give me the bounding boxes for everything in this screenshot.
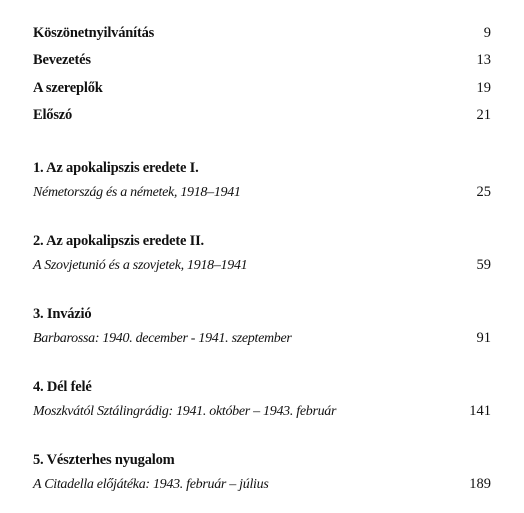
toc-chapter-5: [33, 448, 491, 497]
chapter-subtitle: Moszkvától Sztálingrádig: 1941. október – 1943. február: [33, 404, 337, 420]
chapter-page-number: 59: [476, 257, 491, 274]
chapter-page-number: 91: [476, 330, 491, 347]
chapter-subtitle: Németország és a németek, 1918–1941: [33, 185, 241, 201]
chapter-page-number: 189: [469, 476, 491, 493]
front-matter-list: [33, 20, 491, 129]
chapter-title: 2. Az apokalipszis eredete II.: [33, 233, 204, 250]
chapter-page-number: 141: [469, 403, 491, 420]
entry-title: A szereplők: [33, 79, 103, 96]
table-of-contents: [33, 20, 491, 497]
toc-chapter-3: [33, 302, 491, 351]
chapter-page-number: 25: [476, 184, 491, 201]
toc-entry-preface: [33, 102, 491, 129]
chapter-subtitle: Barbarossa: 1940. december - 1941. szeptember: [33, 331, 292, 347]
entry-title: Előszó: [33, 106, 73, 123]
chapter-subtitle: A Szovjetunió és a szovjetek, 1918–1941: [33, 258, 248, 274]
chapter-title: 5. Vészterhes nyugalom: [33, 452, 175, 469]
toc-entry-acknowledgements: [33, 20, 491, 47]
chapter-subtitle-row: [33, 326, 491, 351]
entry-page-number: 19: [476, 79, 491, 96]
toc-entry-characters: [33, 75, 491, 102]
toc-chapter-4: [33, 375, 491, 424]
entry-page-number: 9: [483, 25, 491, 41]
chapter-title: 4. Dél felé: [33, 379, 92, 396]
toc-chapter-2: [33, 229, 491, 278]
entry-title: Bevezetés: [33, 52, 91, 69]
chapter-subtitle-row: [33, 399, 491, 424]
chapter-subtitle-row: [33, 180, 491, 205]
entry-page-number: 13: [476, 52, 491, 69]
chapter-subtitle-row: [33, 472, 491, 497]
toc-chapter-1: [33, 156, 491, 205]
chapter-title: 1. Az apokalipszis eredete I.: [33, 160, 199, 177]
chapter-title: 3. Invázió: [33, 306, 92, 323]
entry-title: Köszönetnyilvánítás: [33, 25, 155, 41]
chapter-subtitle: A Citadella előjátéka: 1943. február – július: [33, 477, 269, 493]
chapter-subtitle-row: [33, 253, 491, 278]
entry-page-number: 21: [476, 106, 491, 123]
toc-entry-introduction: [33, 47, 491, 74]
